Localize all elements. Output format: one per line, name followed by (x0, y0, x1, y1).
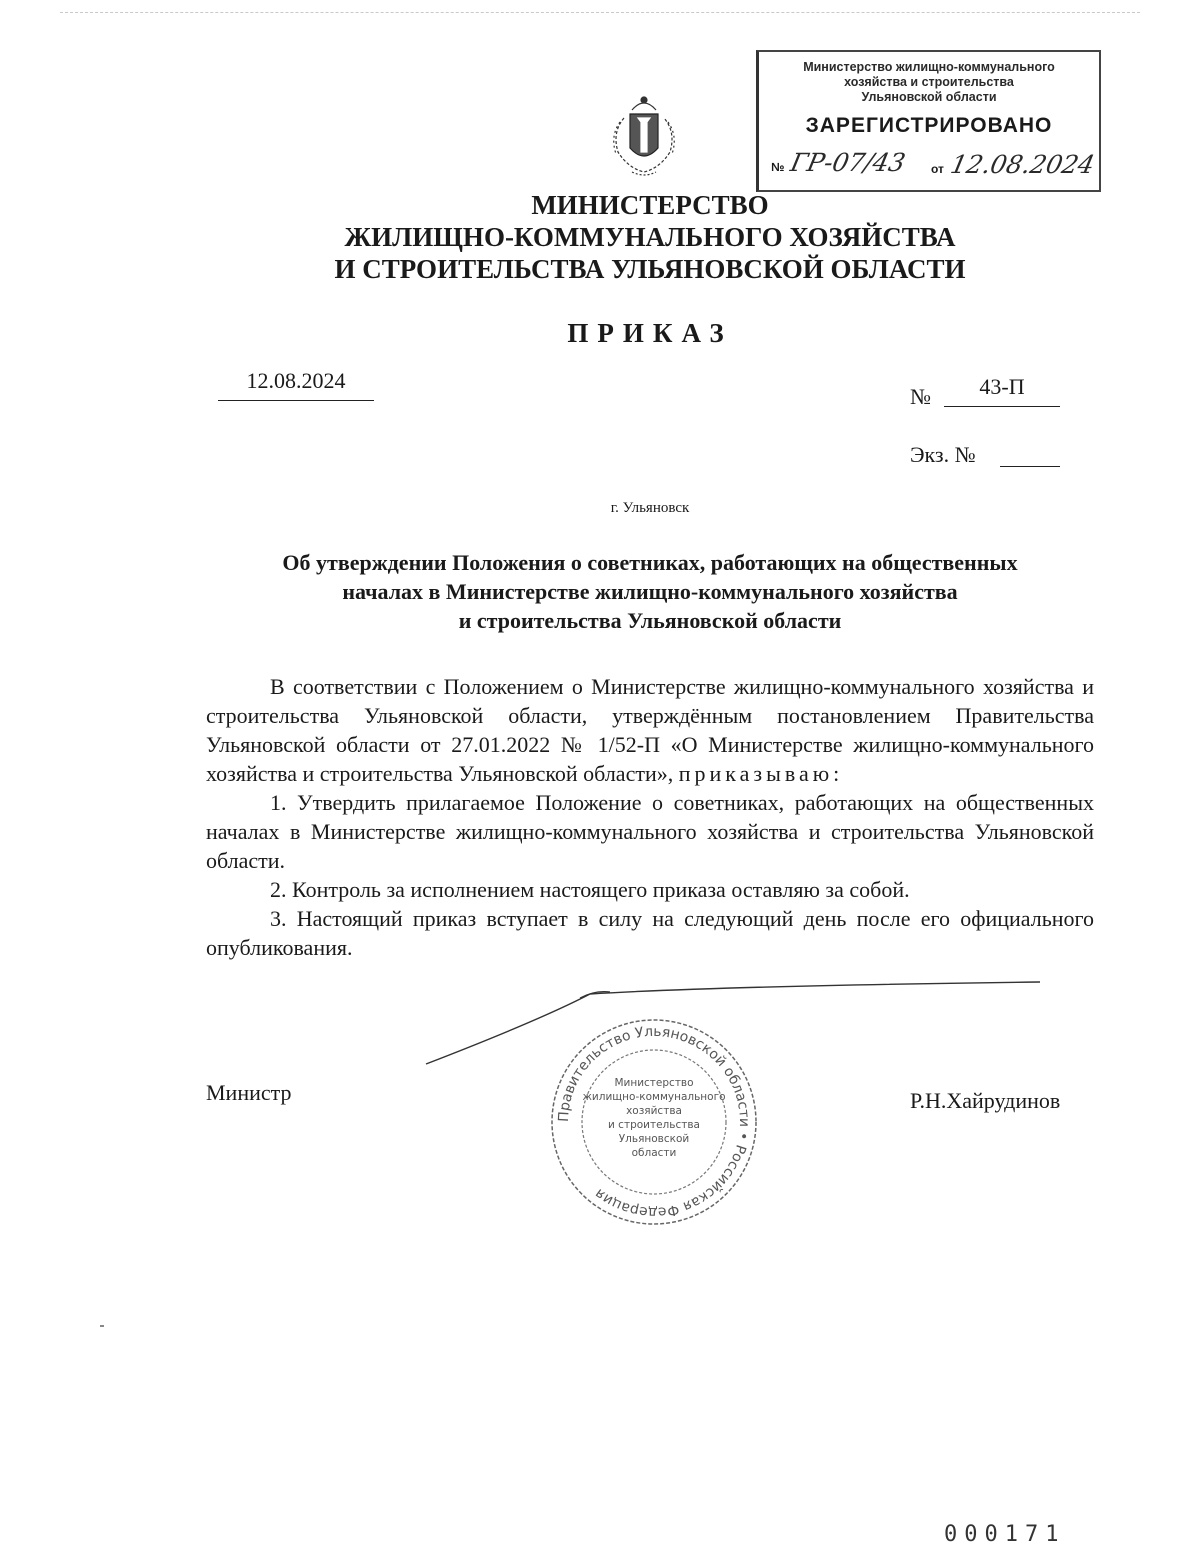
subject-line-3: и строительства Ульяновской области (458, 608, 842, 633)
signer-title: Министр (206, 1080, 292, 1105)
order-word: приказываю: (678, 761, 844, 786)
coat-of-arms-emblem (602, 92, 686, 178)
item-3: 3. Настоящий приказ вступает в силу на следующий день после его официального опубликования. (206, 906, 1094, 960)
seal-inner-line-1: Министерство (614, 1077, 694, 1089)
order-number-label: № (910, 384, 931, 409)
registration-stamp-org (759, 60, 1099, 105)
official-seal (548, 1016, 760, 1228)
copy-number-label: Экз. № (910, 442, 976, 467)
preamble-text: В соответствии с Положением о Министерстве жилищно-коммунального хозяйства и строительства Ульяновской области, утверждённым постановлением Правительства Ульяновской области от 27.01.2022 № 1/52-П «О Министерстве жилищно-коммунального хозяйства и строительства Ульяновской области», (206, 674, 1094, 786)
reg-number-handwritten: ГР-07/43 (787, 148, 908, 177)
seal-inner-line-3: хозяйства (626, 1105, 682, 1117)
city: г. Ульяновск (610, 500, 690, 516)
reg-date-label: от (931, 162, 944, 176)
subject-line-2: началах в Министерстве жилищно-коммунального хозяйства (342, 579, 958, 604)
subject-line-1: Об утверждении Положения о советниках, работающих на общественных (282, 550, 1018, 575)
page-number: 000171 (944, 1522, 1066, 1547)
seal-inner-line-5: Ульяновской (618, 1133, 690, 1145)
org-name-line-3: И СТРОИТЕЛЬСТВА УЛЬЯНОВСКОЙ ОБЛАСТИ (334, 254, 966, 284)
seal-inner-line-4: и строительства (608, 1119, 700, 1131)
registration-status: ЗАРЕГИСТРИРОВАНО (805, 114, 1053, 137)
scan-speck (100, 1325, 104, 1327)
registration-stamp (756, 50, 1101, 192)
seal-outer-text: Правительство Ульяновской области • Российская Федерация (555, 1023, 753, 1221)
reg-number-label: № (771, 160, 785, 174)
item-2: 2. Контроль за исполнением настоящего приказа оставляю за собой. (270, 877, 910, 902)
document-type-title: ПРИКАЗ (567, 318, 733, 348)
item-1: 1. Утвердить прилагаемое Положение о советниках, работающих на общественных началах в Министерстве жилищно-коммунального хозяйства и строительства Ульяновской области. (206, 790, 1094, 873)
org-name-line-2: ЖИЛИЩНО-КОММУНАЛЬНОГО ХОЗЯЙСТВА (344, 222, 956, 252)
scan-top-edge (60, 12, 1140, 13)
reg-org-line-2: хозяйства и строительства (844, 75, 1014, 89)
order-number: 43-П (944, 374, 1060, 407)
seal-inner-line-2: жилищно-коммунального (582, 1091, 726, 1103)
reg-date-handwritten: 12.08.2024 (947, 150, 1098, 179)
copy-number-blank (1000, 466, 1060, 467)
preamble-paragraph (206, 672, 1094, 788)
reg-org-line-1: Министерство жилищно-коммунального (803, 60, 1055, 74)
order-date: 12.08.2024 (218, 368, 374, 401)
order-body (206, 672, 1094, 962)
signer-name: Р.Н.Хайрудинов (910, 1088, 1061, 1113)
reg-org-line-3: Ульяновской области (861, 90, 997, 104)
seal-inner-line-6: области (631, 1147, 677, 1159)
org-name-line-1: МИНИСТЕРСТВО (531, 190, 769, 220)
order-subject (206, 548, 1094, 635)
